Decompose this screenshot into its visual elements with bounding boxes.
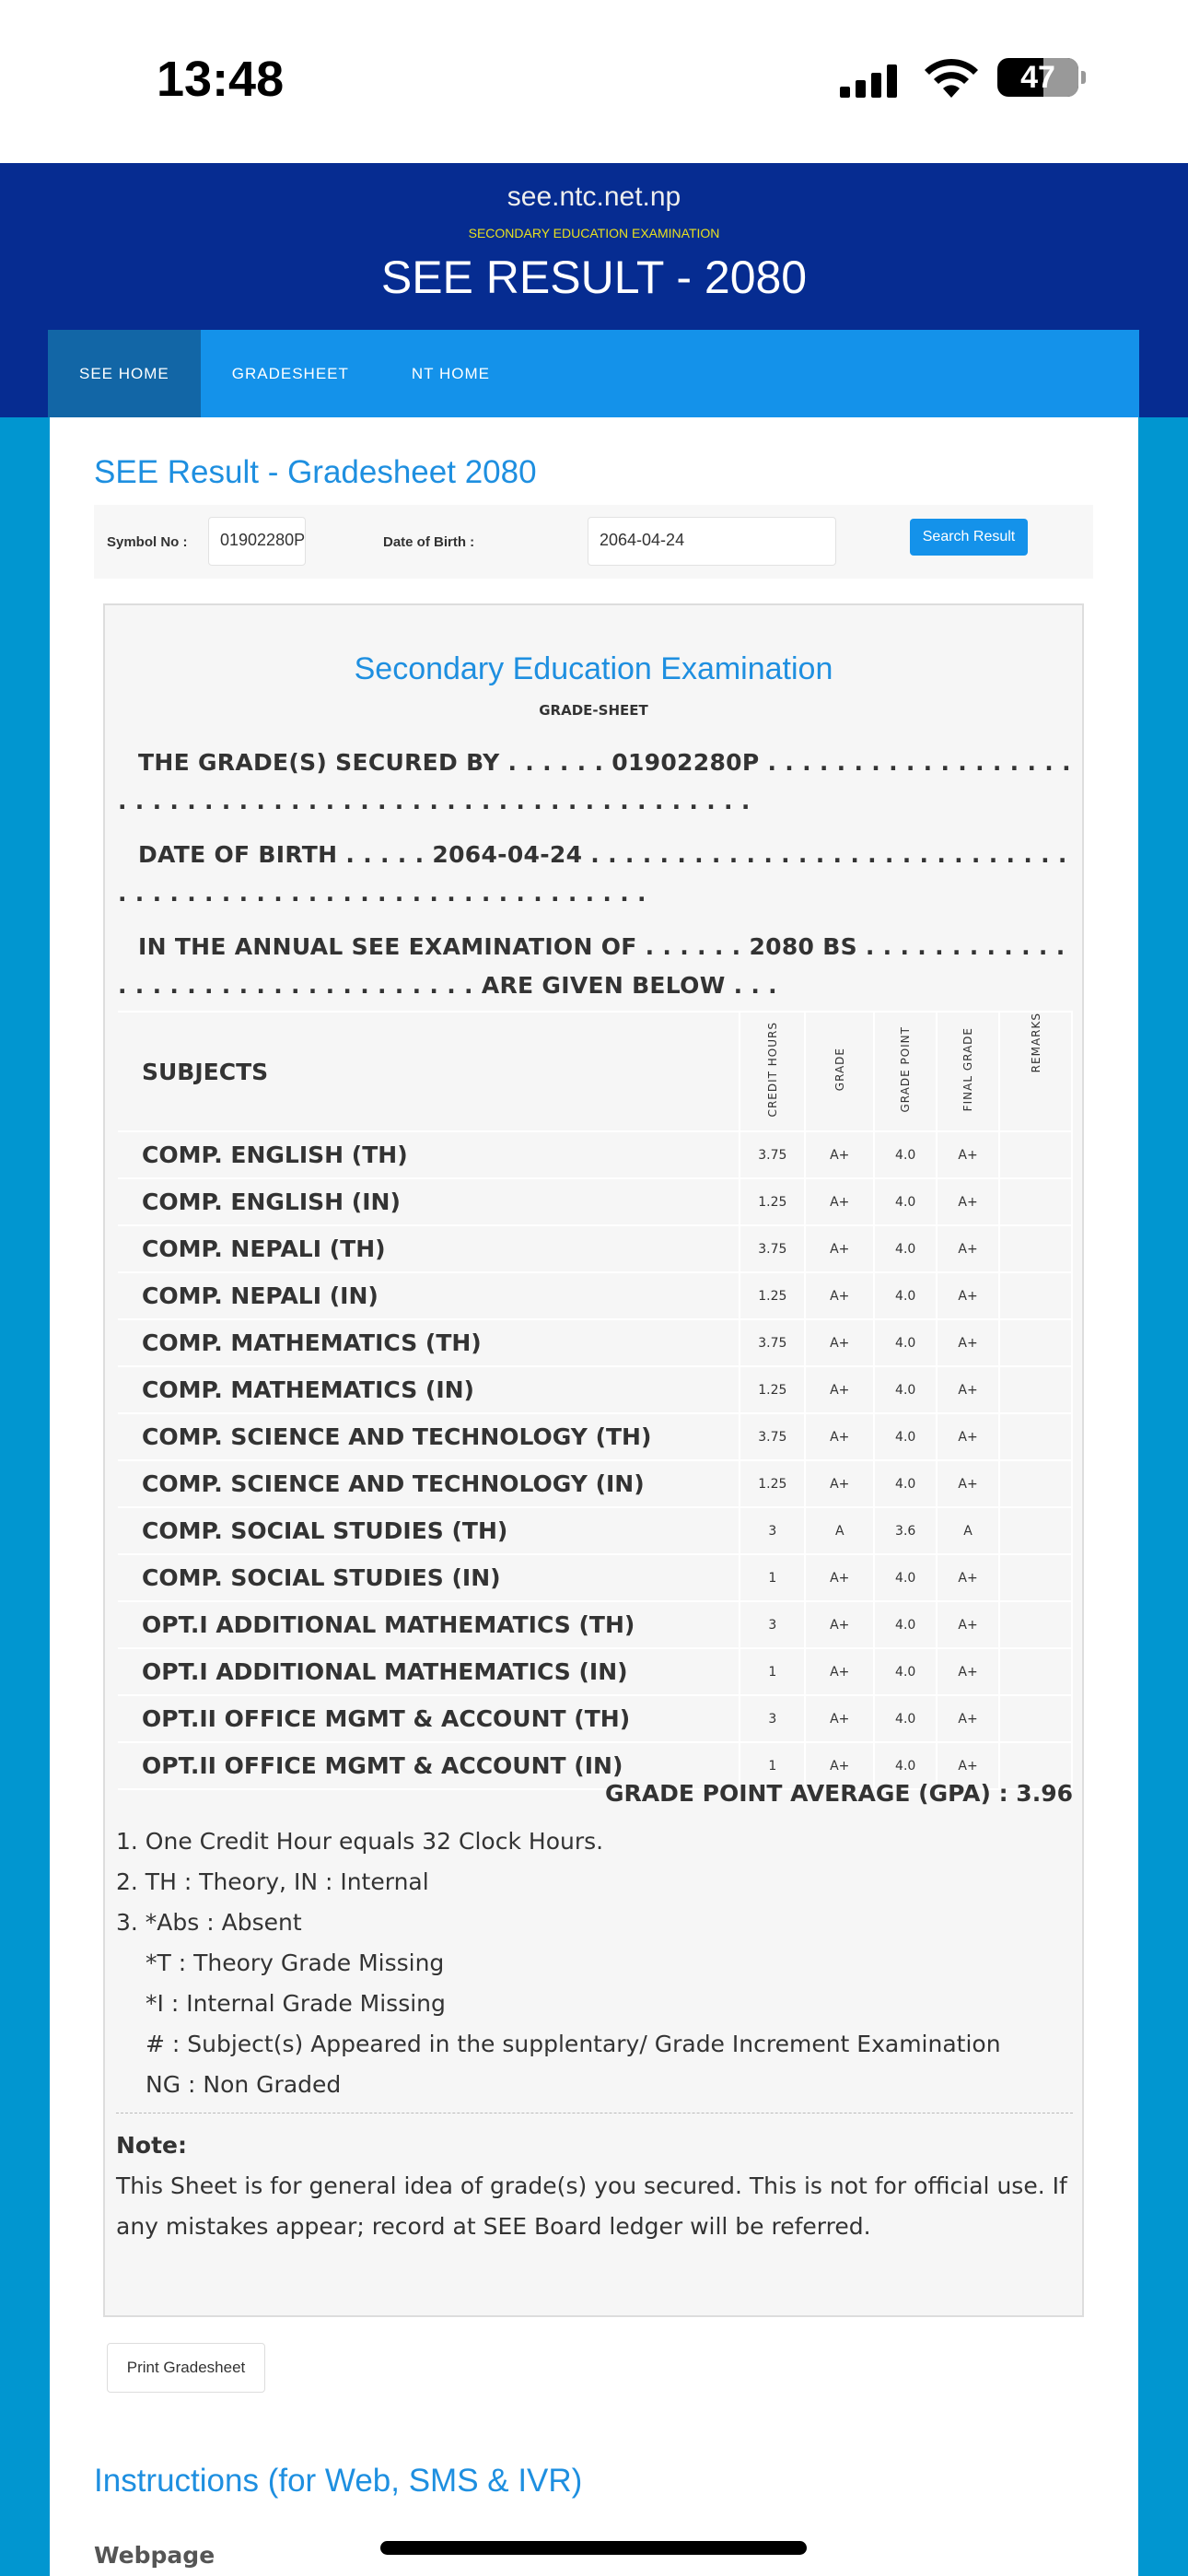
final-grade: A+ — [937, 1695, 999, 1742]
subject-name: OPT.II OFFICE MGMT & ACCOUNT (TH) — [118, 1695, 740, 1742]
grade: A+ — [805, 1648, 874, 1695]
grade: A+ — [805, 1460, 874, 1507]
grade-point: 4.0 — [874, 1742, 937, 1789]
disclaimer — [116, 2125, 1074, 2247]
subject-name: COMP. SOCIAL STUDIES (TH) — [118, 1507, 740, 1554]
col-credit-hours: CREDIT HOURS — [765, 1022, 779, 1118]
grade-point: 4.0 — [874, 1131, 937, 1178]
grade-point: 4.0 — [874, 1648, 937, 1695]
grade: A+ — [805, 1554, 874, 1601]
remarks — [999, 1131, 1072, 1178]
note-label: Note: — [116, 2132, 188, 2159]
instructions-title: Instructions (for Web, SMS & IVR) — [94, 2463, 583, 2499]
remarks — [999, 1460, 1072, 1507]
table-row — [118, 1131, 1072, 1178]
grade-point: 4.0 — [874, 1366, 937, 1413]
table-row — [118, 1178, 1072, 1225]
grade: A+ — [805, 1695, 874, 1742]
final-grade: A+ — [937, 1319, 999, 1366]
grade-point: 3.6 — [874, 1507, 937, 1554]
remarks — [999, 1178, 1072, 1225]
subject-name: OPT.I ADDITIONAL MATHEMATICS (IN) — [118, 1648, 740, 1695]
grade-point: 4.0 — [874, 1319, 937, 1366]
site-title: SEE RESULT - 2080 — [380, 252, 808, 303]
grade: A+ — [805, 1319, 874, 1366]
subject-name: COMP. ENGLISH (IN) — [118, 1178, 740, 1225]
col-final-grade: FINAL GRADE — [961, 1027, 975, 1112]
grade: A+ — [805, 1366, 874, 1413]
note-item: *T : Theory Grade Missing — [146, 1950, 445, 1976]
final-grade: A+ — [937, 1178, 999, 1225]
print-gradesheet-button[interactable]: Print Gradesheet — [107, 2343, 265, 2393]
remarks — [999, 1648, 1072, 1695]
credit-hours: 3.75 — [740, 1225, 805, 1272]
grade-point: 4.0 — [874, 1601, 937, 1648]
secured-by-line: THE GRADE(S) SECURED BY . . . . . . 01902280P . . . . . . . . . . . . . . . . . . . . . . . . . . . . . . . . . . . . . . . . . . . . . . . . . . . . . . . — [118, 749, 1071, 814]
credit-hours: 3.75 — [740, 1131, 805, 1178]
grade-point: 4.0 — [874, 1554, 937, 1601]
credit-hours: 1.25 — [740, 1366, 805, 1413]
home-indicator[interactable] — [380, 2541, 807, 2555]
grade-point: 4.0 — [874, 1272, 937, 1319]
col-grade: GRADE — [833, 1048, 846, 1092]
credit-hours: 1.25 — [740, 1272, 805, 1319]
grade-point: 4.0 — [874, 1460, 937, 1507]
final-grade: A+ — [937, 1366, 999, 1413]
dob-line: DATE OF BIRTH . . . . . 2064-04-24 . . . . . . . . . . . . . . . . . . . . . . . . . . . . . . . . . . . . . . . . . . . . . . . . . . . . . . . . . . . — [118, 841, 1067, 907]
grade-point: 4.0 — [874, 1225, 937, 1272]
grade: A+ — [805, 1742, 874, 1789]
main-content — [50, 417, 1138, 2576]
notes-list — [116, 1821, 1001, 2105]
nav-gradesheet[interactable]: GRADESHEET — [231, 365, 349, 382]
subject-name: COMP. MATHEMATICS (IN) — [118, 1366, 740, 1413]
note-text: This Sheet is for general idea of grade(s) you secured. This is not for official use. If any mistakes appear; record at SEE Board ledger will be referred. — [116, 2172, 1067, 2240]
grade-point: 4.0 — [874, 1413, 937, 1460]
subject-name: COMP. SCIENCE AND TECHNOLOGY (IN) — [118, 1460, 740, 1507]
webpage-label: Webpage — [94, 2542, 215, 2569]
credit-hours: 3 — [740, 1695, 805, 1742]
grade: A+ — [805, 1601, 874, 1648]
subject-name: COMP. NEPALI (IN) — [118, 1272, 740, 1319]
remarks — [999, 1413, 1072, 1460]
final-grade: A+ — [937, 1554, 999, 1601]
subject-name: OPT.II OFFICE MGMT & ACCOUNT (IN) — [118, 1742, 740, 1789]
note-item: NG : Non Graded — [146, 2071, 342, 2098]
col-grade-point: GRADE POINT — [899, 1026, 913, 1113]
grade: A+ — [805, 1413, 874, 1460]
grade: A+ — [805, 1178, 874, 1225]
dob-label: Date of Birth : — [383, 534, 475, 550]
search-form — [94, 505, 1093, 579]
remarks — [999, 1272, 1072, 1319]
remarks — [999, 1225, 1072, 1272]
nav-see-home[interactable]: SEE HOME — [48, 330, 201, 417]
remarks — [999, 1601, 1072, 1648]
grade: A+ — [805, 1272, 874, 1319]
credit-hours: 3 — [740, 1601, 805, 1648]
page-title: SEE Result - Gradesheet 2080 — [94, 454, 537, 490]
table-row — [118, 1366, 1072, 1413]
table-row — [118, 1695, 1072, 1742]
col-subjects: SUBJECTS — [118, 1012, 740, 1131]
sheet-subtitle: GRADE-SHEET — [539, 702, 648, 719]
remarks — [999, 1695, 1072, 1742]
remarks — [999, 1319, 1072, 1366]
gradesheet — [103, 603, 1084, 2317]
symbol-input[interactable]: 01902280P — [208, 517, 306, 566]
final-grade: A — [937, 1507, 999, 1554]
subject-name: COMP. SOCIAL STUDIES (IN) — [118, 1554, 740, 1601]
credit-hours: 1 — [740, 1742, 805, 1789]
subject-name: COMP. SCIENCE AND TECHNOLOGY (TH) — [118, 1413, 740, 1460]
note-item: 1. One Credit Hour equals 32 Clock Hours. — [116, 1828, 604, 1855]
remarks — [999, 1554, 1072, 1601]
col-remarks: REMARKS — [1029, 1013, 1042, 1073]
final-grade: A+ — [937, 1225, 999, 1272]
table-row — [118, 1554, 1072, 1601]
subject-name: COMP. MATHEMATICS (TH) — [118, 1319, 740, 1366]
remarks — [999, 1366, 1072, 1413]
search-result-button[interactable]: Search Result — [910, 519, 1028, 556]
subject-name: COMP. NEPALI (TH) — [118, 1225, 740, 1272]
clock: 13:48 — [157, 52, 285, 107]
grade-point: 4.0 — [874, 1178, 937, 1225]
note-item: 2. TH : Theory, IN : Internal — [116, 1868, 429, 1895]
grade-point: 4.0 — [874, 1695, 937, 1742]
final-grade: A+ — [937, 1648, 999, 1695]
table-row — [118, 1507, 1072, 1554]
note-item: *I : Internal Grade Missing — [146, 1990, 446, 2017]
grade: A+ — [805, 1131, 874, 1178]
gpa: GRADE POINT AVERAGE (GPA) : 3.96 — [604, 1780, 1073, 1807]
table-row — [118, 1225, 1072, 1272]
credit-hours: 3.75 — [740, 1413, 805, 1460]
final-grade: A+ — [937, 1131, 999, 1178]
final-grade: A+ — [937, 1272, 999, 1319]
grade: A+ — [805, 1225, 874, 1272]
table-row — [118, 1460, 1072, 1507]
credit-hours: 3.75 — [740, 1319, 805, 1366]
remarks — [999, 1507, 1072, 1554]
table-row — [118, 1601, 1072, 1648]
note-item: 3. *Abs : Absent — [116, 1909, 302, 1936]
subject-name: COMP. ENGLISH (TH) — [118, 1131, 740, 1178]
table-row — [118, 1272, 1072, 1319]
nav-bar — [48, 330, 1139, 417]
nav-nt-home[interactable]: NT HOME — [411, 365, 490, 382]
credit-hours: 1 — [740, 1648, 805, 1695]
grade: A — [805, 1507, 874, 1554]
table-row — [118, 1648, 1072, 1695]
final-grade: A+ — [937, 1742, 999, 1789]
credit-hours: 3 — [740, 1507, 805, 1554]
wifi-icon — [925, 57, 978, 98]
final-grade: A+ — [937, 1601, 999, 1648]
final-grade: A+ — [937, 1413, 999, 1460]
cellular-signal-icon — [840, 63, 897, 98]
table-header — [118, 1012, 1072, 1131]
note-item: # : Subject(s) Appeared in the supplentary/ Grade Increment Examination — [146, 2031, 1001, 2057]
final-grade: A+ — [937, 1460, 999, 1507]
credit-hours: 1.25 — [740, 1460, 805, 1507]
table-row — [118, 1319, 1072, 1366]
battery-icon: 47 — [997, 58, 1078, 97]
subject-name: OPT.I ADDITIONAL MATHEMATICS (TH) — [118, 1601, 740, 1648]
symbol-label: Symbol No : — [107, 534, 188, 550]
site-domain: see.ntc.net.np — [507, 181, 681, 212]
credit-hours: 1 — [740, 1554, 805, 1601]
dob-input[interactable]: 2064-04-24 — [588, 517, 836, 566]
sheet-title: Secondary Education Examination — [354, 651, 833, 686]
grades-table — [118, 1011, 1073, 1790]
credit-hours: 1.25 — [740, 1178, 805, 1225]
status-bar — [0, 0, 1188, 163]
table-row — [118, 1413, 1072, 1460]
exam-line: IN THE ANNUAL SEE EXAMINATION OF . . . . . . 2080 BS . . . . . . . . . . . . . . . . . . . . . . . . . . . . . . . . . ARE GIVEN BELOW . . . — [118, 933, 1066, 999]
site-subtitle: SECONDARY EDUCATION EXAMINATION — [468, 226, 720, 240]
